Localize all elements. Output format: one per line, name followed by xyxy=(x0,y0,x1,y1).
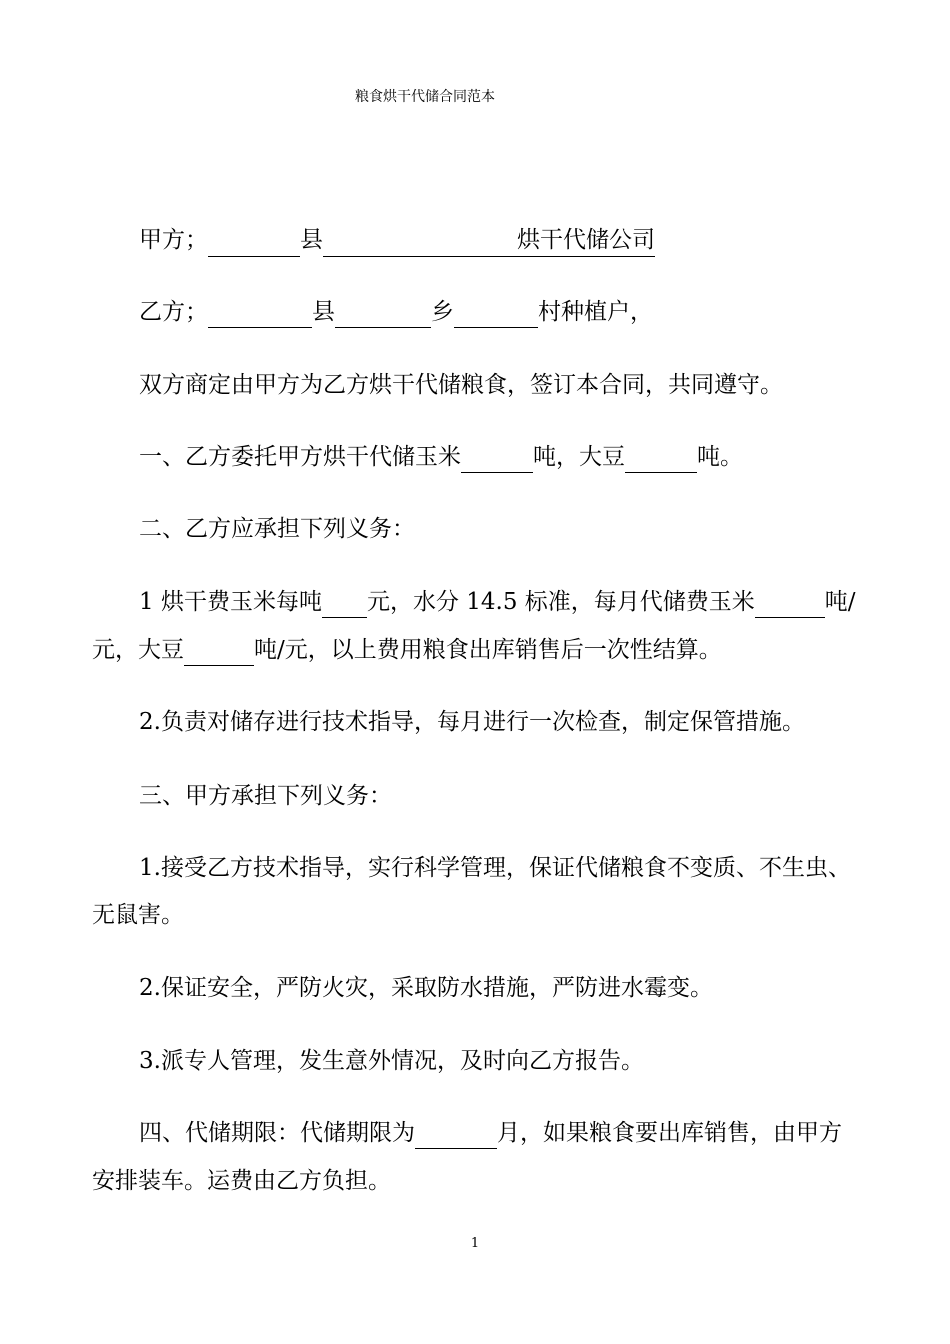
party-a-label: 甲方； xyxy=(139,227,208,253)
drying-fee-blank[interactable] xyxy=(322,591,367,618)
party-b-township-blank[interactable] xyxy=(335,301,431,328)
clause-2-heading: 二、乙方应承担下列义务： xyxy=(139,516,415,542)
corn-tonnage-blank[interactable] xyxy=(461,446,533,473)
party-b-line xyxy=(92,296,919,328)
soybean-storage-fee-blank[interactable] xyxy=(184,639,254,666)
clause-4-pre: 四、代储期限：代储期限为 xyxy=(139,1120,415,1146)
party-b-county-blank[interactable] xyxy=(208,301,312,328)
page-number: 1 xyxy=(470,1236,480,1251)
clause-2-item-1-line-1 xyxy=(92,586,919,618)
party-b-village-label: 村种植户， xyxy=(538,299,653,325)
clause-2-item-1-d: 元，大豆 xyxy=(92,637,184,663)
clause-3-heading: 三、甲方承担下列义务： xyxy=(139,783,392,809)
clause-2-item-2: 2.负责对储存进行技术指导，每月进行一次检查，制定保管措施。 xyxy=(139,709,805,735)
party-a-company-field[interactable] xyxy=(323,224,655,257)
clause-1 xyxy=(92,441,919,473)
party-a-county-blank[interactable] xyxy=(208,230,300,257)
party-a-county-label: 县 xyxy=(300,227,323,253)
clause-3-item-1-line-1: 1.接受乙方技术指导，实行科学管理，保证代储粮食不变质、不生虫、 xyxy=(139,855,851,881)
soybean-tonnage-blank[interactable] xyxy=(625,446,697,473)
party-a-company-label: 烘干代储公司 xyxy=(517,227,655,253)
corn-storage-fee-blank[interactable] xyxy=(755,591,825,618)
party-b-county-label: 县 xyxy=(312,299,335,325)
clause-1-pre: 一、乙方委托甲方烘干代储玉米 xyxy=(139,444,461,470)
clause-2-item-1-a: 1 烘干费玉米每吨 xyxy=(139,589,322,615)
clause-3-item-1-line-2: 无鼠害。 xyxy=(92,902,184,928)
clause-1-mid: 吨，大豆 xyxy=(533,444,625,470)
clause-4-line-2: 安排装车。运费由乙方负担。 xyxy=(92,1168,391,1194)
clause-4-line-1 xyxy=(92,1117,919,1149)
clause-2-item-1-b: 元，水分 14.5 标准，每月代储费玉米 xyxy=(366,589,755,615)
party-b-village-blank[interactable] xyxy=(454,301,538,328)
clause-4-post: 月，如果粮食要出库销售，由甲方 xyxy=(497,1120,842,1146)
page-header-title: 粮食烘干代储合同范本 xyxy=(355,89,495,105)
intro-paragraph: 双方商定由甲方为乙方烘干代储粮食，签订本合同，共同遵守。 xyxy=(139,372,783,398)
party-a-line xyxy=(92,224,919,257)
clause-1-post: 吨。 xyxy=(697,444,743,470)
clause-2-item-1-e: 吨/元，以上费用粮食出库销售后一次性结算。 xyxy=(254,637,722,663)
clause-2-item-1-c: 吨/ xyxy=(824,589,856,615)
clause-3-item-3: 3.派专人管理，发生意外情况，及时向乙方报告。 xyxy=(139,1048,644,1074)
clause-3-item-2: 2.保证安全，严防火灾，采取防水措施，严防进水霉变。 xyxy=(139,975,713,1001)
storage-period-blank[interactable] xyxy=(415,1122,497,1149)
party-b-label: 乙方； xyxy=(139,299,208,325)
clause-2-item-1-line-2 xyxy=(92,634,872,666)
party-b-township-label: 乡 xyxy=(431,299,454,325)
